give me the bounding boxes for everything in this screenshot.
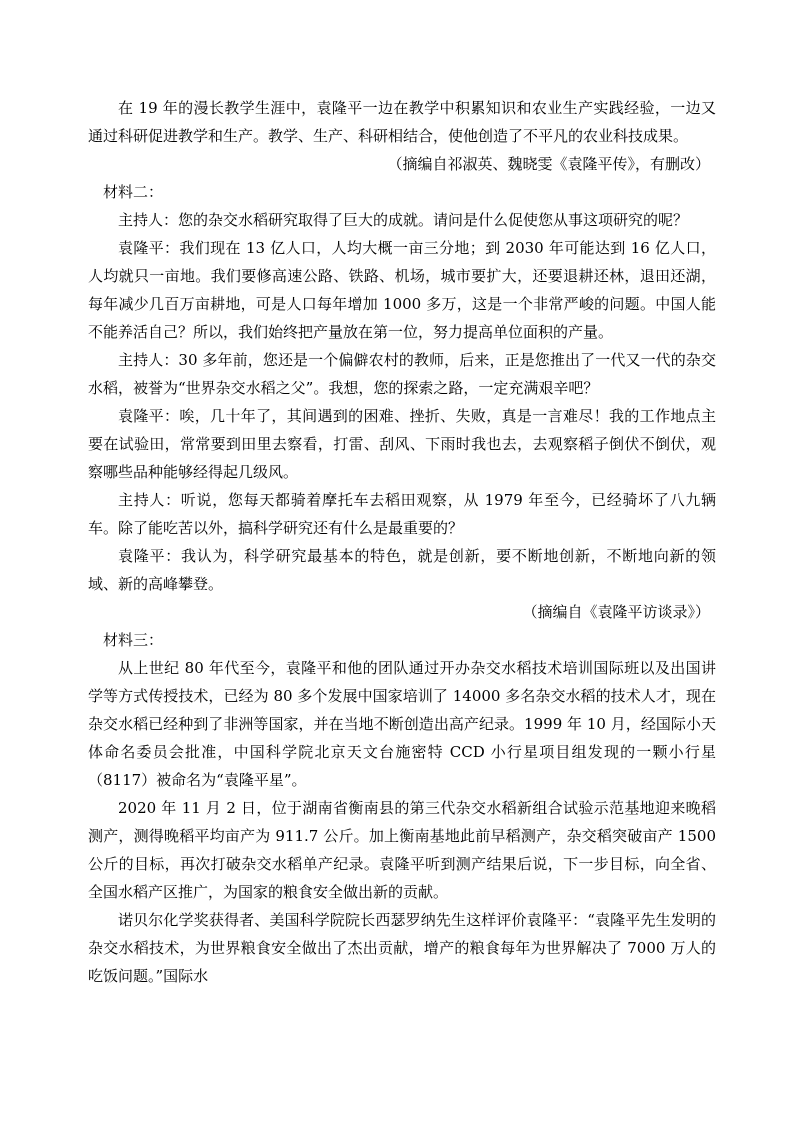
- document-body: [88, 94, 716, 990]
- section-label-material-two: 材料二：: [103, 183, 164, 201]
- interview-answer-1: 袁隆平：我们现在 13 亿人口，人均大概一亩三分地；到 2030 年可能达到 16 亿人口，人均就只一亩地。我们要修高速公路、铁路、机场，城市要扩大，还要退耕还林，退田还湖，每年减少几百万亩耕地，可是人口每年增加 1000 多万，这是一个非常严峻的问题。中国人能不能养活自己？所以，我们始终把产量放在第一位，努力提高单位面积的产量。: [88, 239, 716, 341]
- interview-host-question-1: 主持人：您的杂交水稻研究取得了巨大的成就。请问是什么促使您从事这项研究的呢？: [118, 211, 689, 229]
- source-citation-biography: （摘编自祁淑英、魏晓雯《袁隆平传》，有删改）: [387, 155, 710, 173]
- paragraph-international-evaluation: 诺贝尔化学奖获得者、美国科学院院长西瑟罗纳先生这样评价袁隆平：“袁隆平先生发明的杂交水稻技术，为世界粮食安全做出了杰出贡献，增产的粮食每年为世界解决了 7000 万人的吃饭问题。”国际水: [88, 911, 716, 985]
- section-label-material-three: 材料三：: [103, 631, 164, 649]
- interview-host-question-2: 主持人：30 多年前，您还是一个偏僻农村的教师，后来，正是您推出了一代又一代的杂交水稻，被誉为“世界杂交水稻之父”。我想，您的探索之路，一定充满艰辛吧？: [88, 351, 716, 397]
- interview-answer-3: 袁隆平：我认为，科学研究最基本的特色，就是创新，要不断地创新，不断地向新的领域、新的高峰攀登。: [88, 547, 716, 593]
- paragraph-yield-record: 2020 年 11 月 2 日，位于湖南省衡南县的第三代杂交水稻新组合试验示范基地迎来晚稻测产，测得晚稻平均亩产为 911.7 公斤。加上衡南基地此前早稻测产，杂交稻突破亩产 1500 公斤的目标，再次打破杂交水稻单产纪录。袁隆平听到测产结果后说，下一步目标，向全省、全国水稻产区推广，为国家的粮食安全做出新的贡献。: [88, 799, 716, 901]
- source-citation-interview: （摘编自《袁隆平访谈录》）: [522, 603, 710, 621]
- interview-answer-2: 袁隆平：唉，几十年了，其间遇到的困难、挫折、失败，真是一言难尽！我的工作地点主要在试验田，常常要到田里去察看，打雷、刮风、下雨时我也去，去观察稻子倒伏不倒伏，观察哪些品种能够经得起几级风。: [88, 407, 716, 481]
- interview-host-question-3: 主持人：听说，您每天都骑着摩托车去稻田观察，从 1979 年至今，已经骑坏了八九辆车。除了能吃苦以外，搞科学研究还有什么是最重要的？: [88, 491, 716, 537]
- paragraph-training-and-asteroid: 从上世纪 80 年代至今，袁隆平和他的团队通过开办杂交水稻技术培训国际班以及出国讲学等方式传授技术，已经为 80 多个发展中国家培训了 14000 多名杂交水稻的技术人才，现在杂交水稻已经种到了非洲等国家，并在当地不断创造出高产纪录。1999 年 10 月，经国际小天体命名委员会批准，中国科学院北京天文台施密特 CCD 小行星项目组发现的一颗小行星（8117）被命名为“袁隆平星”。: [88, 659, 716, 789]
- paragraph-material-one-ending: 在 19 年的漫长教学生涯中，袁隆平一边在教学中积累知识和农业生产实践经验，一边又通过科研促进教学和生产。教学、生产、科研相结合，使他创造了不平凡的农业科技成果。: [88, 99, 716, 145]
